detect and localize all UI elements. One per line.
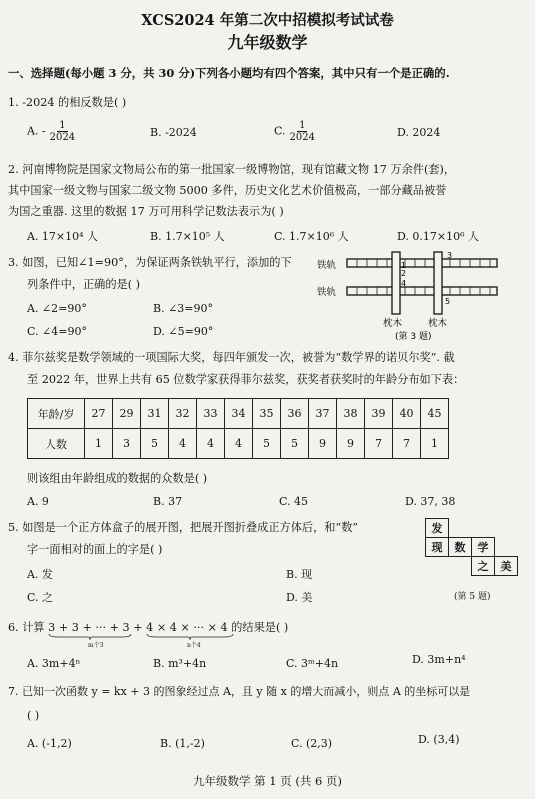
q6-stem: 6. 计算 3 + 3 + ··· + 3 + 4 × 4 × ··· × 4 的结果是( ) <box>8 621 288 635</box>
exam-title: XCS2024 年第二次中招模拟考试试卷 <box>141 12 394 29</box>
q2-line2: 其中国家一级文物与国家二级文物 5000 多件，历史文化艺术价值极高，一部分藏品被誉 <box>8 184 447 197</box>
cube-face-zhi: 之 <box>471 556 495 576</box>
table-cell: 4 <box>225 429 253 459</box>
q6-option-b: B. m³+4n <box>153 657 207 670</box>
table-cell: 33 <box>197 399 225 429</box>
table-cell: 1 <box>421 429 449 459</box>
q6-option-c: C. 3ᵐ+4n <box>286 657 339 670</box>
table-cell: 38 <box>337 399 365 429</box>
cube-face-xue: 学 <box>471 537 495 557</box>
table-cell: 45 <box>421 399 449 429</box>
q7-option-c: C. (2,3) <box>291 737 333 750</box>
q6-sum-expression: 3 + 3 + ··· + 3 <box>48 621 129 635</box>
table-cell: 4 <box>197 429 225 459</box>
q2-option-d: D. 0.17×10⁶ 人 <box>397 230 480 243</box>
q5-line2: 字一面相对的面上的字是( ) <box>27 543 163 556</box>
q4-question: 则该组由年龄组成的数据的众数是( ) <box>27 472 208 485</box>
q3-option-b: B. ∠3=90° <box>153 302 214 315</box>
q3-line1: 3. 如图，已知∠1=90°，为保证两条铁轨平行，添加的下 <box>8 256 292 269</box>
q2-option-a: A. 17×10⁴ 人 <box>27 230 99 243</box>
table-cell: 29 <box>113 399 141 429</box>
q4-option-d: D. 37, 38 <box>405 495 456 508</box>
angle-label-3: 3 <box>447 251 453 260</box>
table-cell: 36 <box>281 399 309 429</box>
q4-option-c: C. 45 <box>279 495 309 508</box>
q7-option-d: D. (3,4) <box>418 733 460 746</box>
table-cell: 40 <box>393 399 421 429</box>
q2-option-c: C. 1.7×10⁶ 人 <box>274 230 349 243</box>
q3-option-c: C. ∠4=90° <box>27 325 87 338</box>
sleeper-label-left: 枕木 <box>383 318 403 329</box>
q5-option-b: B. 现 <box>286 568 313 581</box>
table-cell: 7 <box>365 429 393 459</box>
q5-option-c: C. 之 <box>27 591 54 604</box>
table-cell: 35 <box>253 399 281 429</box>
table-header-age: 年龄/岁 <box>28 399 85 429</box>
cube-face-xian: 现 <box>425 537 449 557</box>
cube-face-mei: 美 <box>494 556 518 576</box>
table-cell: 3 <box>113 429 141 459</box>
table-cell: 39 <box>365 399 393 429</box>
exam-subtitle: 九年级数学 <box>227 33 308 52</box>
q5-line1: 5. 如图是一个正方体盒子的展开图，把展开图折叠成正方体后，和“数” <box>8 521 359 534</box>
q3-option-a: A. ∠2=90° <box>27 302 87 315</box>
section-heading: 一、选择题(每小题 3 分，共 30 分)下列各小题均有四个答案，其中只有一个是正确的. <box>8 66 450 80</box>
q7-option-b: B. (1,-2) <box>160 737 205 750</box>
sleeper-left <box>392 252 400 314</box>
table-row-ages <box>28 399 449 429</box>
page-footer: 九年级数学 第 1 页 (共 6 页) <box>192 774 343 788</box>
table-cell: 4 <box>169 429 197 459</box>
q6-product-expression: 4 × 4 × ··· × 4 <box>146 621 227 635</box>
angle-label-1: 1 <box>401 261 407 270</box>
q4-option-a: A. 9 <box>27 495 49 508</box>
table-cell: 27 <box>85 399 113 429</box>
q2-line3: 为国之重器. 这里的数据 17 万可用科学记数法表示为( ) <box>8 205 284 218</box>
rail-label-top: 铁轨 <box>317 260 337 271</box>
q2-option-b: B. 1.7×10⁵ 人 <box>150 230 225 243</box>
q6-underbrace-label-1: m个3 <box>88 642 104 649</box>
angle-label-4: 4 <box>401 279 407 288</box>
angle-label-5: 5 <box>445 297 451 306</box>
q7-option-a: A. (-1,2) <box>27 737 72 750</box>
figure-caption-q3: (第 3 题) <box>395 332 432 342</box>
q5-option-d: D. 美 <box>286 591 313 604</box>
q1-option-a: A. - $\frac{1}{2024}$ <box>27 120 76 143</box>
q1-a-fraction: $\frac{1}{2024}$ <box>49 120 76 143</box>
table-cell: 5 <box>141 429 169 459</box>
table-cell: 7 <box>393 429 421 459</box>
q1-option-b: B. -2024 <box>150 126 197 139</box>
table-cell: 9 <box>309 429 337 459</box>
railway-figure <box>315 248 505 348</box>
cube-face-fa: 发 <box>425 518 449 538</box>
rail-label-bottom: 铁轨 <box>317 287 337 298</box>
q1-option-d: D. 2024 <box>397 126 441 139</box>
q3-line2: 列条件中，正确的是( ) <box>27 278 140 291</box>
q4-line2: 至 2022 年，世界上共有 65 位数学家获得菲尔兹奖，获奖者获奖时的年龄分布如下表： <box>27 373 465 386</box>
table-row-counts <box>28 429 449 459</box>
q3-option-d: D. ∠5=90° <box>153 325 214 338</box>
table-cell: 34 <box>225 399 253 429</box>
q1-stem: 1. -2024 的相反数是( ) <box>8 96 127 109</box>
table-cell: 32 <box>169 399 197 429</box>
angle-label-2: 2 <box>401 269 407 278</box>
q7-line1: 7. 已知一次函数 y = kx + 3 的图象经过点 A，且 y 随 x 的增大而减小，则点 A 的坐标可以是 <box>8 685 471 698</box>
q1-c-fraction: $\frac{1}{2024}$ <box>289 120 315 143</box>
q1-option-c: C. $\frac{1}{2024}$ <box>274 120 315 143</box>
q2-line1: 2. 河南博物院是国家文物局公布的第一批国家一级博物馆，现有馆藏文物 17 万余件(套)， <box>8 163 456 176</box>
rail-track-bottom <box>347 287 497 295</box>
q4-line1: 4. 菲尔兹奖是数学领域的一项国际大奖，每四年颁发一次，被誉为“数学界的诺贝尔奖”. 截 <box>8 351 455 364</box>
q6-underbrace-label-2: n个4 <box>187 642 201 649</box>
table-cell: 5 <box>253 429 281 459</box>
table-cell: 37 <box>309 399 337 429</box>
cube-face-shu: 数 <box>448 537 472 557</box>
q4-option-b: B. 37 <box>153 495 183 508</box>
sleeper-label-right: 枕木 <box>428 318 448 329</box>
table-cell: 9 <box>337 429 365 459</box>
sleeper-right <box>434 252 442 314</box>
q5-option-a: A. 发 <box>27 568 53 581</box>
rail-track-top <box>347 259 497 267</box>
figure-caption-q5: (第 5 题) <box>454 592 491 602</box>
age-distribution-table <box>27 398 449 459</box>
table-cell: 5 <box>281 429 309 459</box>
table-header-count: 人数 <box>28 429 85 459</box>
q7-line2: ( ) <box>27 709 40 722</box>
q6-option-a: A. 3m+4ⁿ <box>27 657 81 670</box>
table-cell: 1 <box>85 429 113 459</box>
table-cell: 31 <box>141 399 169 429</box>
q6-option-d: D. 3m+n⁴ <box>412 653 466 666</box>
